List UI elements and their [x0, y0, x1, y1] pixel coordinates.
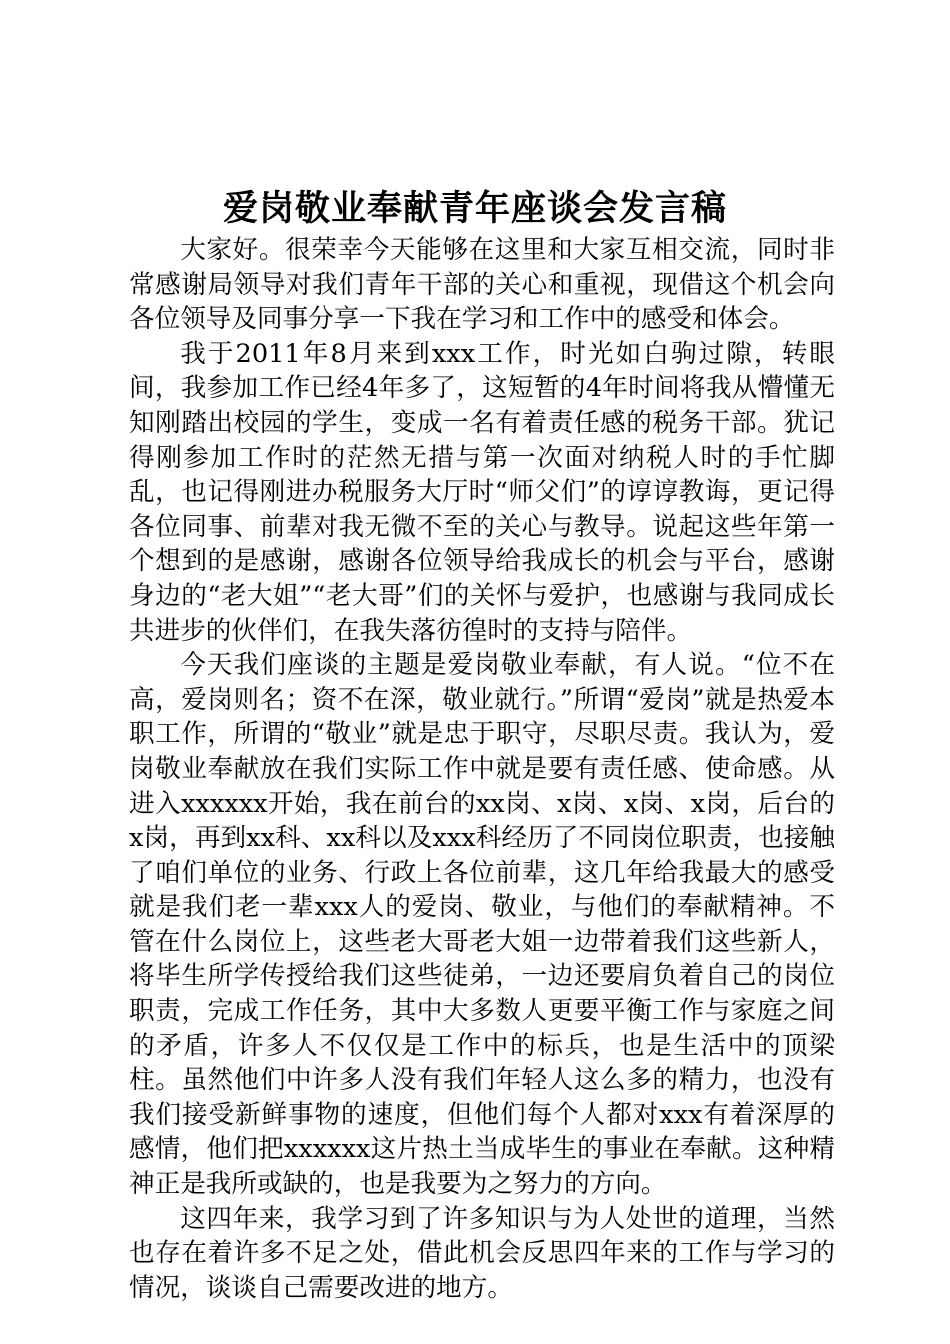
paragraph-reflection: 这四年来，我学习到了许多知识与为人处世的道理，当然也存在着许多不足之处，借此机会反思四年来的工作与学习的情况，谈谈自己需要改进的地方。: [129, 1203, 835, 1303]
document-title: 爱岗敬业奉献青年座谈会发言稿: [222, 188, 727, 229]
paragraph-experience: 我于2011年8月来到xxx工作，时光如白驹过隙，转眼间，我参加工作已经4年多了，这短暂的4年时间将我从懵懂无知刚踏出校园的学生，变成一名有着责任感的税务干部。犹记得刚参加工作时的茫然无措与第一次面对纳税人时的手忙脚乱，也记得刚进办税服务大厅时“师父们”的谆谆教诲，更记得各位同事、前辈对我无微不至的关心与教导。说起这些年第一个想到的是感谢，感谢各位领导给我成长的机会与平台，感谢身边的“老大姐”“老大哥”们的关怀与爱护，也感谢与我同成长共进步的伙伴们，在我失落彷徨时的支持与陪伴。: [129, 338, 835, 646]
document-body: [129, 233, 835, 1305]
paragraph-greeting: 大家好。很荣幸今天能够在这里和大家互相交流，同时非常感谢局领导对我们青年干部的关心和重视，现借这个机会向各位领导及同事分享一下我在学习和工作中的感受和体会。: [129, 235, 835, 335]
paragraph-theme: 今天我们座谈的主题是爱岗敬业奉献，有人说。“位不在高，爱岗则名；资不在深，敬业就行。”所谓“爱岗”就是热爱本职工作，所谓的“敬业”就是忠于职守，尽职尽责。我认为，爱岗敬业奉献放在我们实际工作中就是要有责任感、使命感。从进入xxxxxx开始，我在前台的xx岗、x岗、x岗、x岗，后台的x岗，再到xx科、xx科以及xxx科经历了不同岗位职责，也接触了咱们单位的业务、行政上各位前辈，这几年给我最大的感受就是我们老一辈xxx人的爱岗、敬业，与他们的奉献精神。不管在什么岗位上，这些老大哥老大姐一边带着我们这些新人，将毕生所学传授给我们这些徒弟，一边还要肩负着自己的岗位职责，完成工作任务，其中大多数人更要平衡工作与家庭之间的矛盾，许多人不仅仅是工作中的标兵，也是生活中的顶梁柱。虽然他们中许多人没有我们年轻人这么多的精力，也没有我们接受新鲜事物的速度，但他们每个人都对xxx有着深厚的感情，他们把xxxxxx这片热土当成毕生的事业在奉献。这种精神正是我所或缺的，也是我要为之努力的方向。: [129, 650, 835, 1200]
